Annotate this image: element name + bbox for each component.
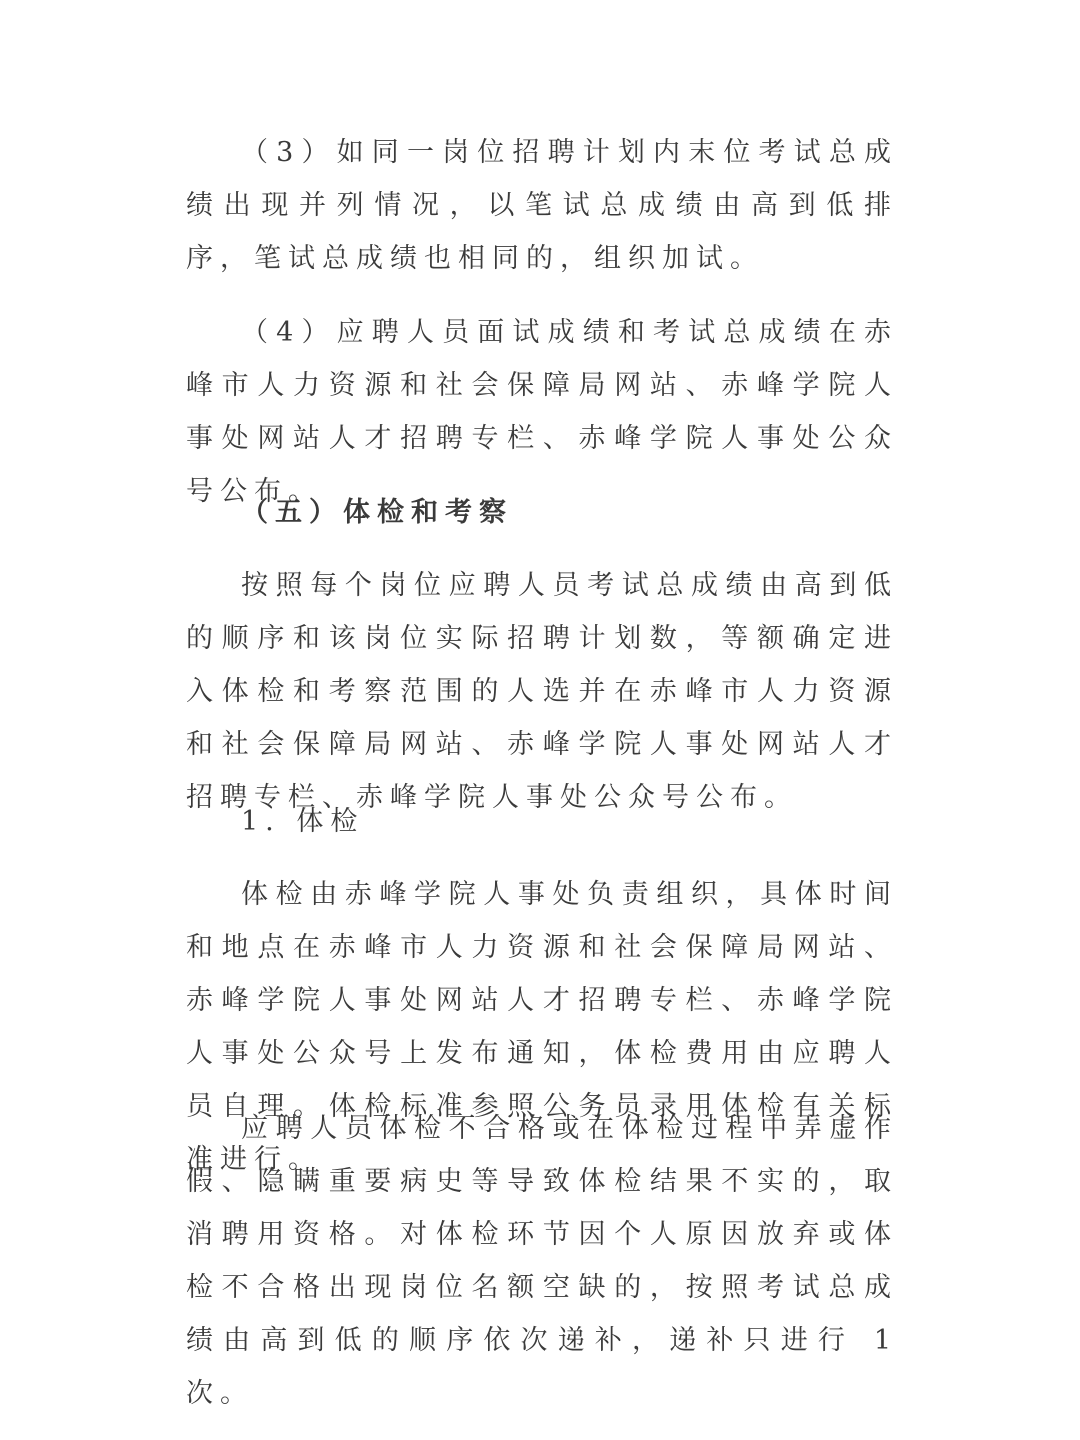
paragraph-selection-rule: 按照每个岗位应聘人员考试总成绩由高到低的顺序和该岗位实际招聘计划数，等额确定进入体检和考察范围的人选并在赤峰市人力资源和社会保障局网站、赤峰学院人事处网站人才招聘专栏、赤峰学院人事处公众号公布。 xyxy=(186,570,898,813)
subheading-physical-exam: 1. 体检 xyxy=(241,806,365,837)
paragraph-publish-rule: （4）应聘人员面试成绩和考试总成绩在赤峰市人力资源和社会保障局网站、赤峰学院人事处网站人才招聘专栏、赤峰学院人事处公众号公布。 xyxy=(186,317,898,507)
paragraph-tie-rule: （3）如同一岗位招聘计划内末位考试总成绩出现并列情况，以笔试总成绩由高到低排序，笔试总成绩也相同的，组织加试。 xyxy=(186,137,898,274)
paragraph-exam-organization: 体检由赤峰学院人事处负责组织，具体时间和地点在赤峰市人力资源和社会保障局网站、赤峰学院人事处网站人才招聘专栏、赤峰学院人事处公众号上发布通知，体检费用由应聘人员自理。体检标准参照公务员录用体检有关标准进行。 xyxy=(186,879,898,1175)
section-heading-five: （五）体检和考察 xyxy=(241,497,513,528)
paragraph-exam-failure: 应聘人员体检不合格或在体检过程中弄虚作假、隐瞒重要病史等导致体检结果不实的，取消聘用资格。对体检环节因个人原因放弃或体检不合格出现岗位名额空缺的，按照考试总成绩由高到低的顺序依次递补，递补只进行 1 次。 xyxy=(186,1113,898,1409)
